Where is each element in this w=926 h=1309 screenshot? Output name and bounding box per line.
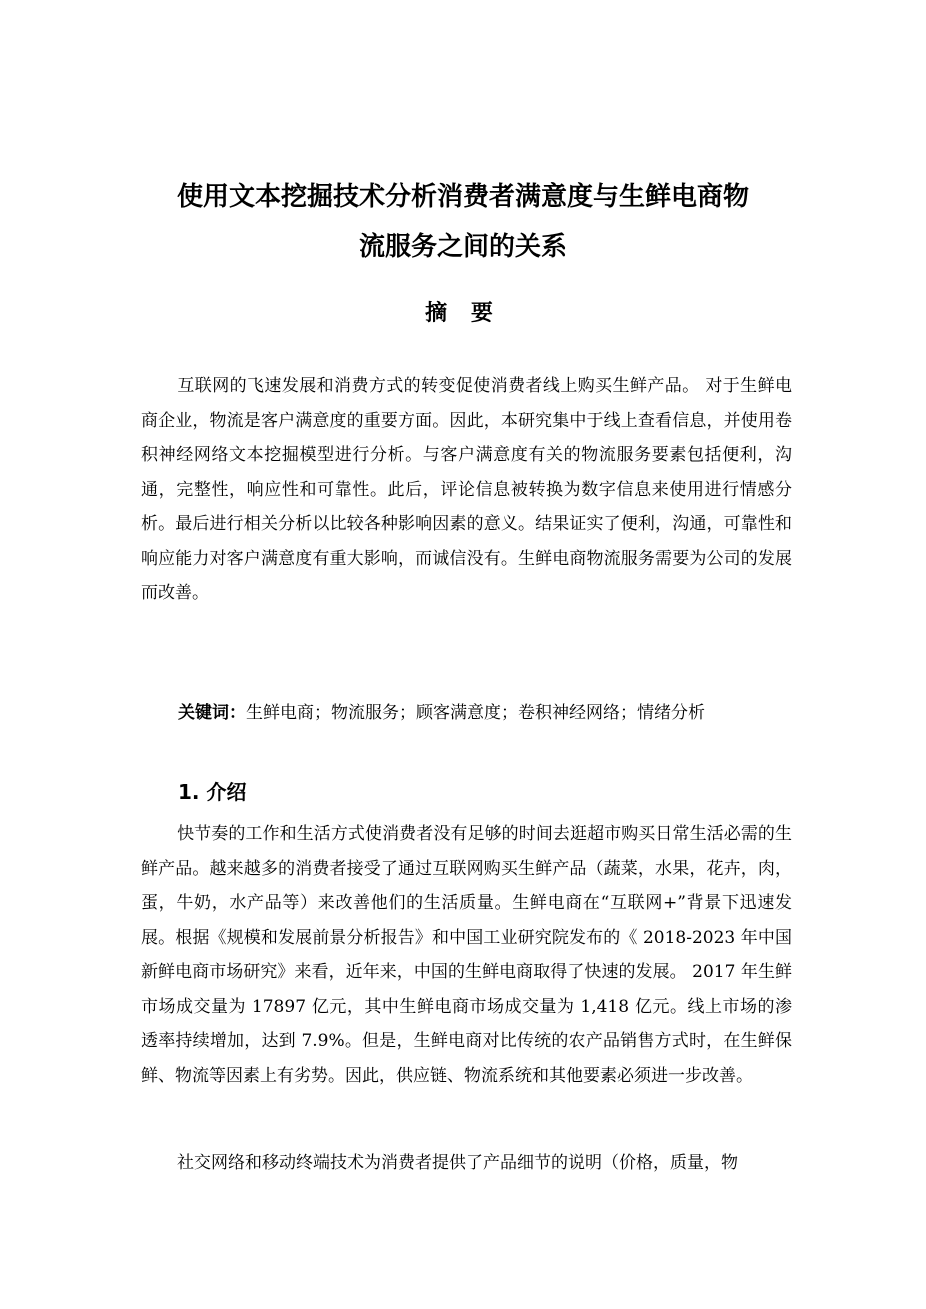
abstract-text: 互联网的飞速发展和消费方式的转变促使消费者线上购买生鲜产品。 对于生鲜电商企业，物流是客户满意度的重要方面。因此，本研究集中于线上查看信息，并使用卷积神经网络文本挖掘模型进行分析。与客户满意度有关的物流服务要素包括便利，沟通，完整性，响应性和可靠性。此后，评论信息被转换为数字信息来使用进行情感分析。最后进行相关分析以比较各种影响因素的意义。结果证实了便利，沟通，可靠性和响应能力对客户满意度有重大影响，而诚信没有。生鲜电商物流服务需要为公司的发展而改善。 [141,376,792,603]
abstract-heading: 摘 要 [425,301,501,326]
introduction-paragraph-2-text: 社交网络和移动终端技术为消费者提供了产品细节的说明（价格，质量，物 [177,1153,738,1173]
keywords-text: 生鲜电商；物流服务；顾客满意度；卷积神经网络；情绪分析 [246,703,705,723]
keywords-label: 关键词： [178,703,246,723]
keywords-line [178,696,705,730]
introduction-paragraph-2 [141,1146,792,1181]
document-title-line-2: 流服务之间的关系 [358,232,567,262]
abstract-paragraph [141,369,792,611]
introduction-paragraph-1-text: 快节奏的工作和生活方式使消费者没有足够的时间去逛超市购买日常生活必需的生鲜产品。越来越多的消费者接受了通过互联网购买生鲜产品（蔬菜，水果，花卉，肉，蛋，牛奶，水产品等）来改善他们的生活质量。生鲜电商在“互联网+”背景下迅速发展。根据《规模和发展前景分析报告》和中国工业研究院发布的《 2018-2023 年中国新鲜电商市场研究》来看，近年来，中国的生鲜电商取得了快速的发展。 2017 年生鲜市场成交量为 17897 亿元，其中生鲜电商市场成交量为 1,418 亿元。线上市场的渗透率持续增加，达到 7.9%。但是，生鲜电商对比传统的农产品销售方式时，在生鲜保鲜、物流等因素上有劣势。因此，供应链、物流系统和其他要素必须进一步改善。 [141,824,792,1086]
introduction-paragraph-1 [141,817,792,1093]
document-title-line-1: 使用文本挖掘技术分析消费者满意度与生鲜电商物 [176,182,749,212]
section-heading-introduction: 1. 介绍 [178,780,247,804]
